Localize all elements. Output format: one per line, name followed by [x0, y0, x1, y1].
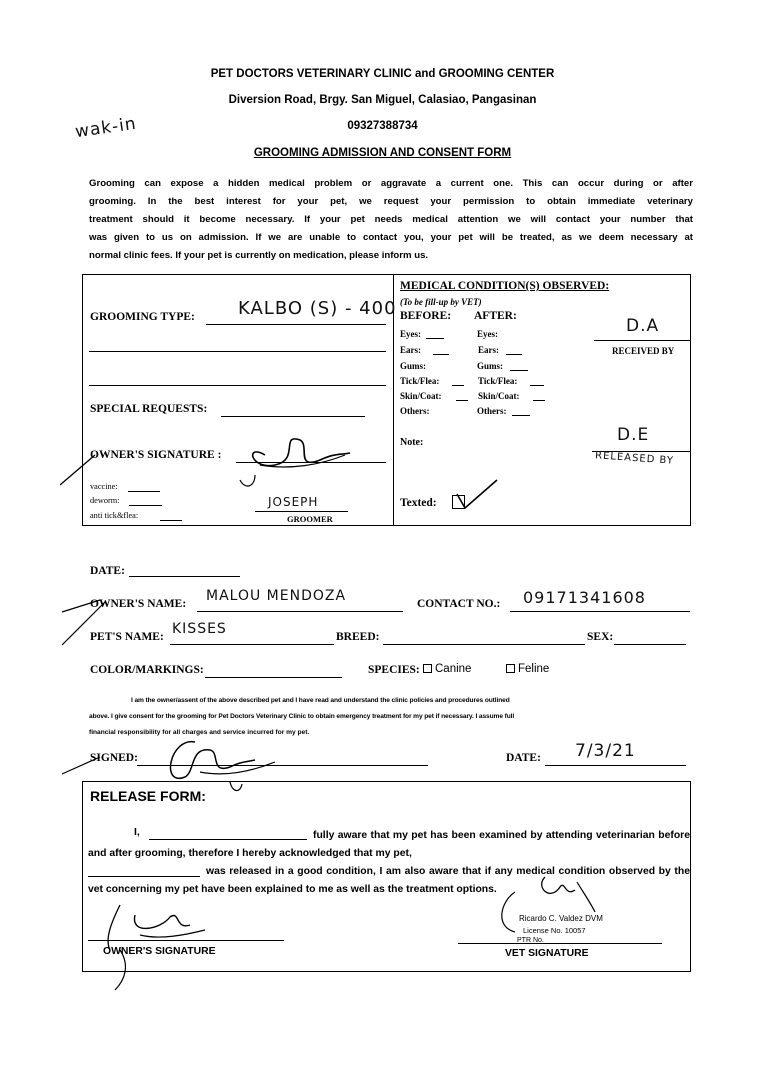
before-skin-line	[456, 400, 468, 401]
pet-name-line	[170, 644, 334, 645]
species-feline-option[interactable]	[506, 663, 549, 675]
received-initials: D.A	[626, 316, 660, 336]
owner-name-line	[197, 611, 403, 612]
intro-line-4: was given to us on admission. If we are unable to contact you, your pet will be treated, as we deem necessary at	[89, 232, 693, 243]
contact-label: CONTACT NO.:	[417, 598, 501, 610]
grooming-line-3	[89, 385, 386, 386]
check-mark-icon	[455, 478, 500, 512]
species-label: SPECIES:	[368, 664, 420, 676]
grooming-line-2	[89, 351, 386, 352]
before-eyes: Eyes:	[400, 329, 421, 339]
consent-line-2: above. I give consent for the grooming for Pet Doctors Veterinary Clinic to obtain emergency treatment for my pet if necessary. I assume full	[89, 713, 515, 720]
contact-line	[510, 611, 690, 612]
vet-stamp-license: License No. 10057	[523, 926, 586, 935]
grooming-type-line	[206, 324, 386, 325]
pet-name-label: PET'S NAME:	[90, 631, 164, 643]
after-label: AFTER:	[474, 310, 517, 322]
anti-tick-line	[160, 520, 182, 521]
groomer-label: GROOMER	[287, 514, 333, 524]
intro-line-5: normal clinic fees. If your pet is currently on medication, please inform us.	[89, 250, 429, 261]
texted-label: Texted:	[400, 497, 437, 509]
date-line	[129, 576, 240, 577]
after-ears-line	[506, 354, 522, 355]
owner-release-signature-mark	[90, 895, 210, 995]
grooming-type-label: GROOMING TYPE:	[90, 311, 195, 323]
intro-line-3: treatment should it become necessary. If your pet needs medical attention we will contact your number that	[89, 214, 693, 225]
intro-line-2: grooming. In the best interest for your pet, we request your permission to obtain immediate veterinary	[89, 196, 693, 207]
before-tick: Tick/Flea:	[400, 376, 440, 386]
owner-signature-label: OWNER'S SIGNATURE :	[90, 449, 222, 461]
feline-label: Feline	[518, 663, 550, 675]
canine-checkbox[interactable]	[423, 664, 432, 673]
color-line	[205, 677, 342, 678]
sex-line	[614, 644, 686, 645]
consent-line-3: financial responsibility for all charges and service incurred for my pet.	[89, 729, 310, 736]
before-tick-line	[452, 385, 464, 386]
pet-name-value[interactable]: KISSES	[172, 621, 227, 637]
after-gums-line	[510, 370, 528, 371]
medical-title: MEDICAL CONDITION(S) OBSERVED:	[400, 280, 610, 292]
before-label: BEFORE:	[400, 310, 452, 322]
contact-value[interactable]: 09171341608	[523, 588, 646, 607]
after-gums: Gums:	[477, 361, 504, 371]
received-line	[594, 340, 690, 341]
vaccine-label: vaccine:	[90, 482, 118, 491]
after-skin: Skin/Coat:	[478, 391, 520, 401]
signed-label: SIGNED:	[90, 752, 138, 764]
before-others: Others:	[400, 406, 430, 416]
consent-line-1: I am the owner/assent of the above described pet and I have read and understand the clinic policies and procedures outlined	[131, 697, 510, 704]
color-label: COLOR/MARKINGS:	[90, 664, 204, 676]
medical-subtitle: (To be fill-up by VET)	[400, 297, 482, 307]
before-ears-line	[433, 354, 449, 355]
after-skin-line	[533, 400, 545, 401]
after-tick-line	[530, 385, 544, 386]
released-initials: D.E	[617, 425, 650, 445]
groomer-line	[255, 511, 348, 512]
released-label: RELEASED BY	[594, 450, 675, 467]
after-ears: Ears:	[478, 345, 499, 355]
vet-stamp-ptr: PTR No.	[517, 937, 544, 944]
special-requests-line	[221, 416, 365, 417]
grooming-type-value[interactable]: KALBO (S) - 400	[238, 298, 397, 319]
owner-name-value[interactable]: MALOU MENDOZA	[206, 588, 347, 604]
handwritten-note: wak-in	[73, 113, 138, 143]
breed-label: BREED:	[336, 631, 380, 643]
before-ears: Ears:	[400, 345, 421, 355]
sex-label: SEX:	[587, 631, 614, 643]
signed-date-label: DATE:	[506, 752, 541, 764]
vaccine-line	[128, 491, 160, 492]
after-eyes: Eyes:	[477, 329, 498, 339]
owner-name-label: OWNER'S NAME:	[90, 598, 187, 610]
signed-date-line	[545, 765, 686, 766]
after-others-line	[512, 415, 530, 416]
canine-label: Canine	[435, 663, 472, 675]
after-tick: Tick/Flea:	[478, 376, 518, 386]
before-gums: Gums:	[400, 361, 427, 371]
vet-stamp-name: Ricardo C. Valdez DVM	[519, 914, 603, 923]
clinic-phone: 09327388734	[347, 120, 418, 132]
deworm-line	[129, 505, 162, 506]
clinic-address: Diversion Road, Brgy. San Miguel, Calasiao, Pangasinan	[228, 94, 537, 106]
vet-signature-label: VET SIGNATURE	[505, 948, 589, 959]
intro-line-1: Grooming can expose a hidden medical problem or aggravate a current one. This can occur during or after	[89, 178, 693, 189]
groomer-name: JOSEPH	[268, 495, 319, 509]
vet-signature-mark	[485, 872, 635, 962]
anti-tick-label: anti tick&flea:	[90, 511, 139, 520]
date-label: DATE:	[90, 565, 125, 577]
breed-line	[383, 644, 585, 645]
clinic-name: PET DOCTORS VETERINARY CLINIC and GROOMING CENTER	[210, 68, 555, 80]
form-title: GROOMING ADMISSION AND CONSENT FORM	[253, 147, 512, 159]
deworm-label: deworm:	[90, 496, 120, 505]
received-label: RECEIVED BY	[612, 346, 675, 356]
release-i: I,	[134, 827, 140, 838]
feline-checkbox[interactable]	[506, 664, 515, 673]
species-canine-option[interactable]	[423, 663, 471, 675]
note-label: Note:	[400, 437, 424, 448]
release-form-title: RELEASE FORM:	[90, 788, 206, 804]
before-skin: Skin/Coat:	[400, 391, 442, 401]
release-text-2: was released in a good condition, I am also aware that if any medical condition observed by the vet concerning my pet have been explained to me as well as the treatment options.	[88, 866, 690, 895]
owner-release-signature-label: OWNER'S SIGNATURE	[103, 946, 216, 957]
before-eyes-line	[426, 338, 444, 339]
special-requests-label: SPECIAL REQUESTS:	[90, 403, 208, 415]
release-text-1: fully aware that my pet has been examined by attending veterinarian before and after grooming, therefore I hereby acknowledged that my pet,	[88, 830, 690, 859]
after-others: Others:	[477, 406, 507, 416]
signed-date-value[interactable]: 7/3/21	[575, 741, 636, 761]
